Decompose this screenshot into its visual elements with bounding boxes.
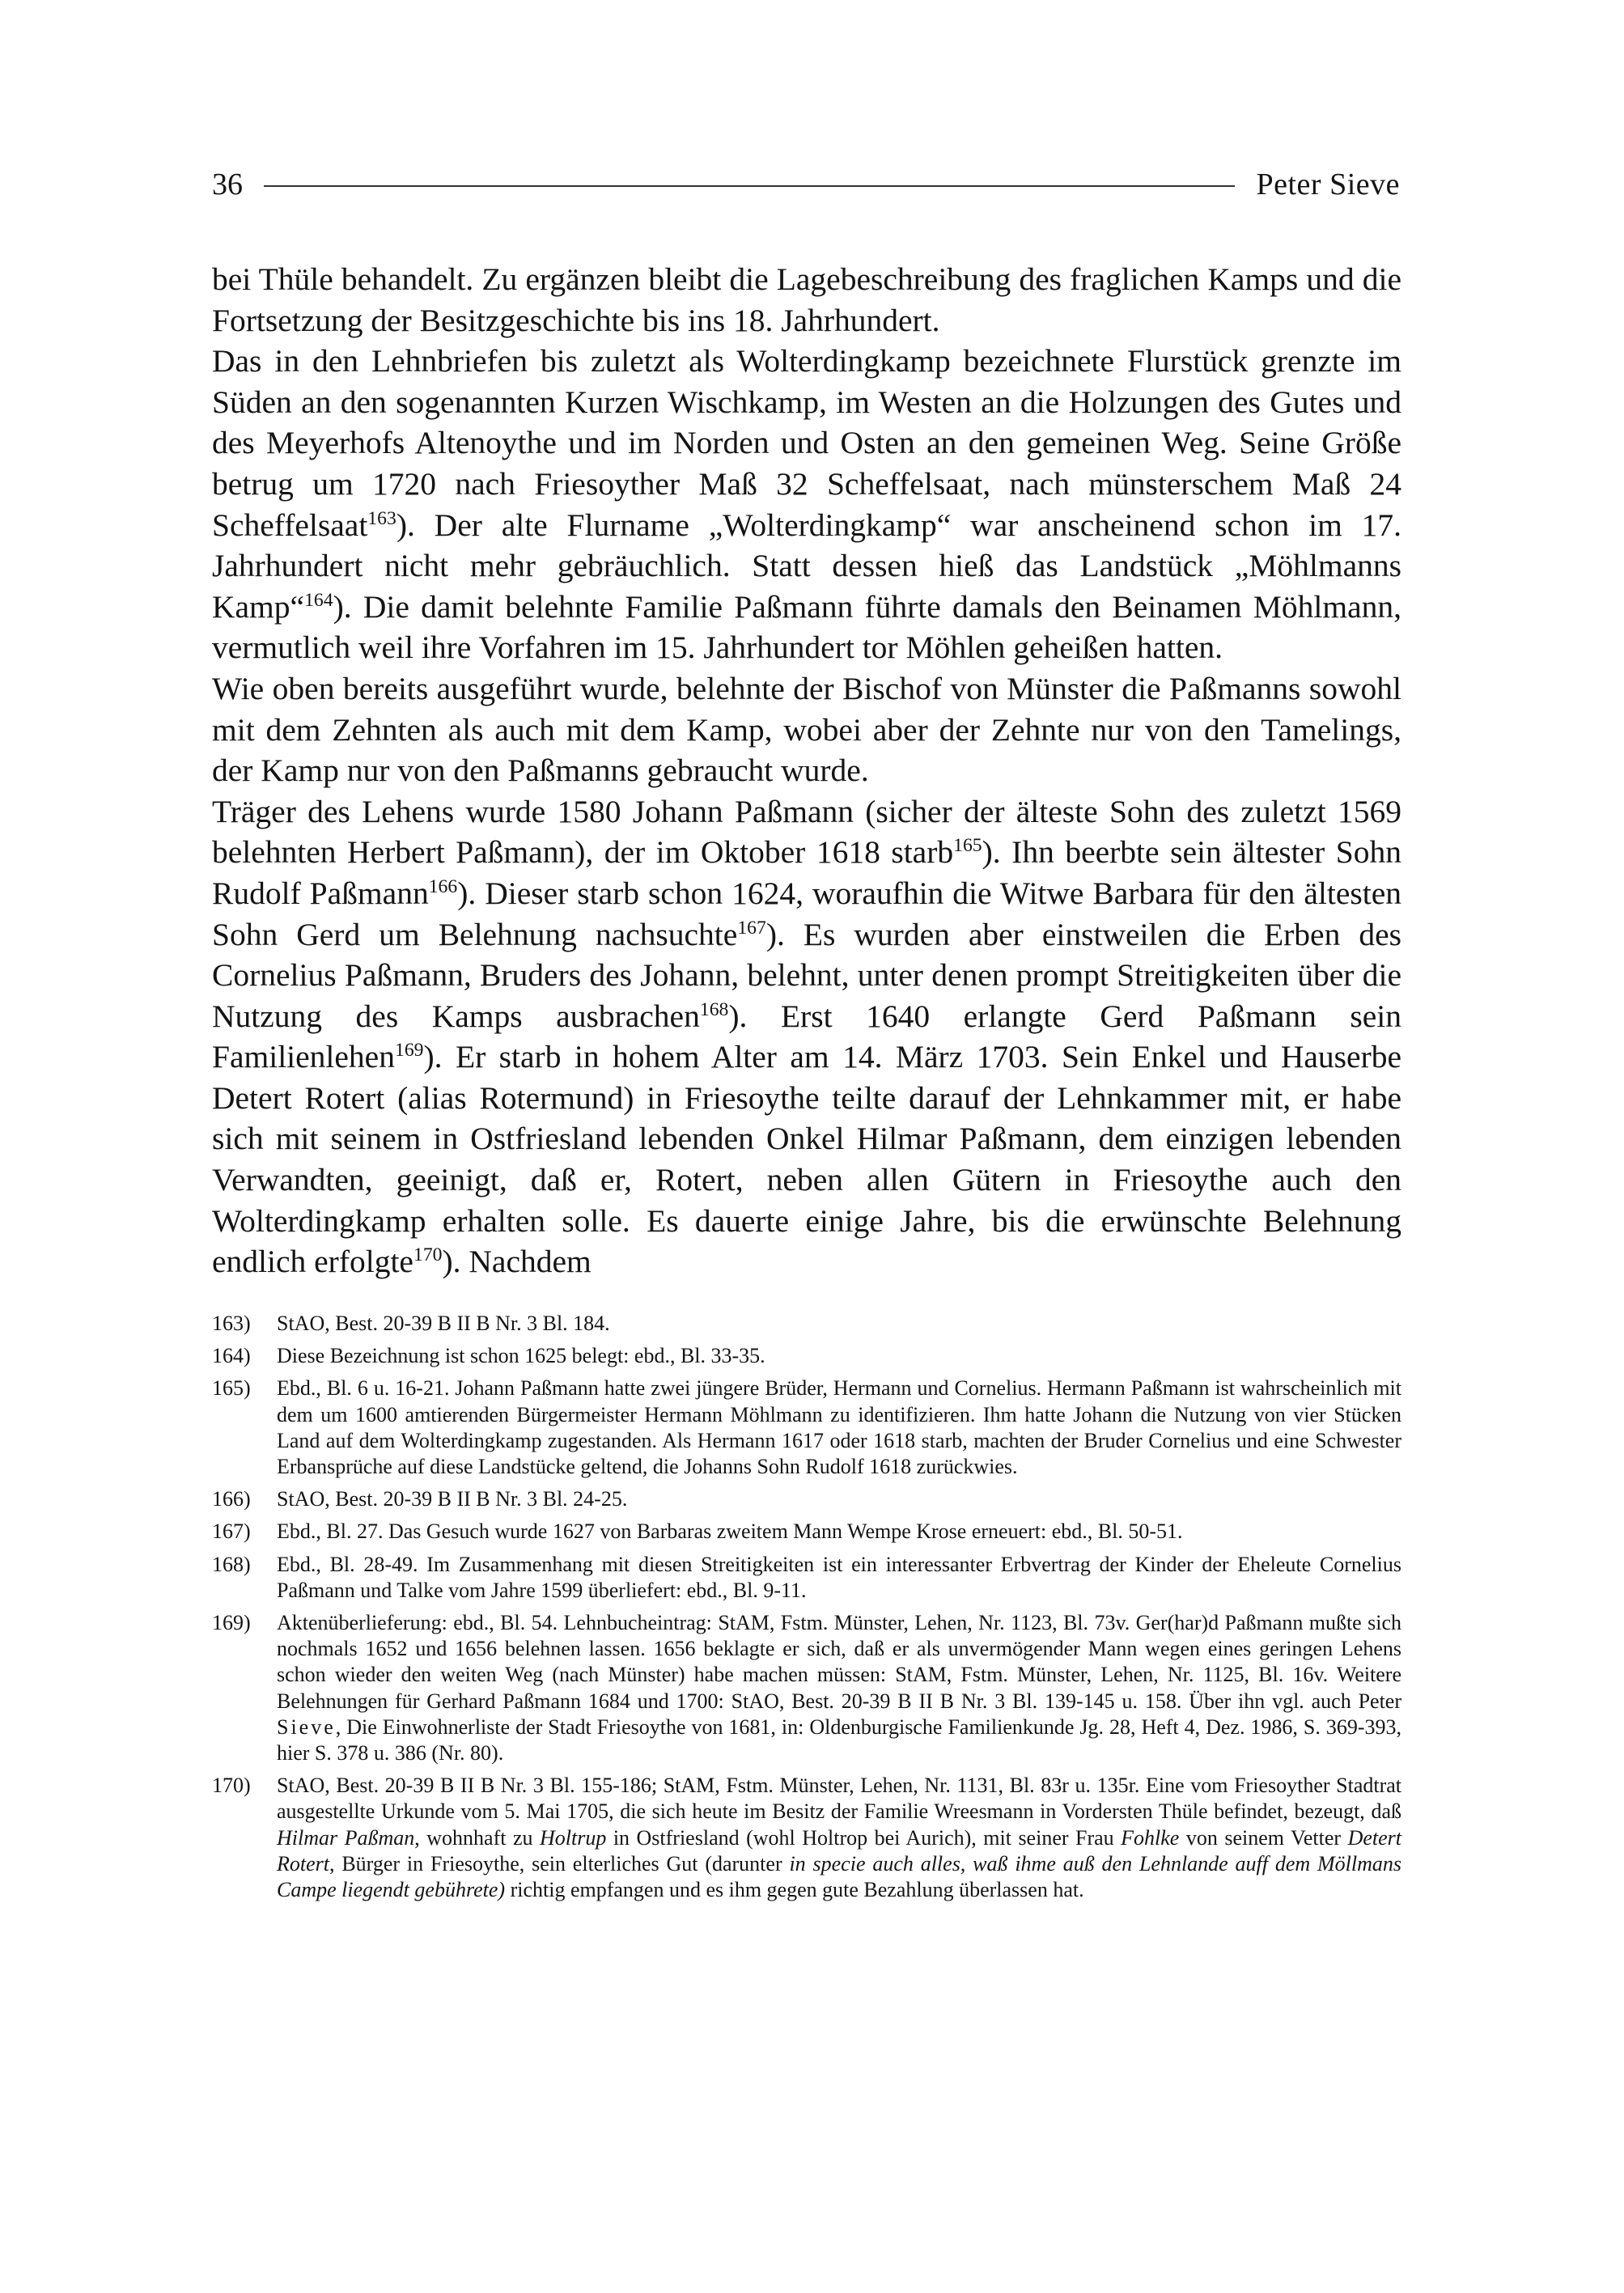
text-run: ). Erst 1640 erlangte Gerd Paßmann sein Familienlehen <box>212 998 1402 1075</box>
footnote <box>212 1773 1401 1903</box>
footnote <box>212 1343 1401 1369</box>
author-name-spaced: Sieve <box>277 1714 336 1739</box>
page-number: 36 <box>212 167 243 201</box>
footnote <box>212 1375 1401 1480</box>
header-rule <box>264 185 1235 187</box>
running-header <box>212 160 1400 209</box>
footnote-number: 163) <box>212 1312 251 1335</box>
footnote-text: Ebd., Bl. 6 u. 16-21. Johann Paßmann hatte zwei jüngere Brüder, Hermann und Cornelius. Hermann Paßmann ist wahrscheinlich mit dem um 1600 amtierenden Bürgermeister Hermann Möhlmann zu identifizieren. Ihm hatte Johann die Nutzung von vier Stücken Land auf dem Wolterdingkamp zugestanden. Als Hermann 1617 oder 1618 starb, machten der Bruder Cornelius und eine Schwester Erbansprüche auf diese Landstücke geltend, die Johanns Sohn Rudolf 1618 zurückwies. <box>277 1376 1401 1479</box>
footnote-ref: 167 <box>737 917 766 939</box>
footnote-ref: 163 <box>367 507 396 529</box>
footnote-ref: 165 <box>953 835 982 857</box>
footnote-text: Ebd., Bl. 28-49. Im Zusammenhang mit diesen Streitigkeiten ist ein interessanter Erbvertrag der Kinder der Eheleute Cornelius Paßmann und Talke vom Jahre 1599 überliefert: ebd., Bl. 9-11. <box>277 1552 1401 1602</box>
paragraph <box>212 791 1401 1282</box>
footnotes <box>212 1311 1401 1909</box>
footnote-text: Diese Bezeichnung ist schon 1625 belegt: ebd., Bl. 33-35. <box>277 1344 765 1368</box>
footnote-number: 169) <box>212 1611 251 1635</box>
text-run: ). Der alte Flurname „Wolterdingkamp“ war anscheinend schon im 17. Jahrhundert nicht mehr gebräuchlich. Statt dessen hieß das Landstück „Möhlmanns Kamp“ <box>212 506 1401 625</box>
text-run: ). Die damit belehnte Familie Paßmann führte damals den Beinamen Möhlmann, vermutlich weil ihre Vorfahren im 15. Jahrhundert tor Möhlen geheißen hatten. <box>212 588 1401 666</box>
italic-place: Holtrup <box>539 1825 607 1850</box>
footnote-text: StAO, Best. 20-39 B II B Nr. 3 Bl. 24-25. <box>277 1487 628 1511</box>
italic-quote: in specie auch alles, waß ihme auß den Lehnlande auff dem Möllmans Campe liegendt gebührete) <box>277 1851 1401 1902</box>
footnote <box>212 1486 1401 1512</box>
text-run: ). Er starb in hohem Alter am 14. März 1703. Sein Enkel und Hauserbe Detert Rotert (alias Rotermund) in Friesoythe teilte darauf der Lehnkammer mit, er habe sich mit seinem in Ostfriesland lebenden Onkel Hilmar Paßmann, dem einzigen lebenden Verwandten, geeinigt, daß er, Rotert, neben allen Gütern in Friesoythe auch den Wolterdingkamp erhalten solle. Es dauerte einige Jahre, bis die erwünschte Belehnung endlich erfolgte <box>212 1039 1401 1280</box>
paragraph <box>212 259 1401 341</box>
italic-name: Hilmar Paßman <box>277 1825 415 1850</box>
paragraph <box>212 341 1401 668</box>
footnote <box>212 1552 1401 1604</box>
text-run: ). Ihn beerbte sein ältester Sohn Rudolf Paßmann <box>212 834 1401 911</box>
footnote-ref: 170 <box>413 1244 443 1266</box>
footnote-ref: 164 <box>304 589 333 611</box>
footnote <box>212 1519 1401 1545</box>
text-run: Träger des Lehens wurde 1580 Johann Paßmann (sicher der älteste Sohn des zuletzt 1569 belehnten Herbert Paßmann), der im Oktober 1618 starb <box>212 793 1401 871</box>
text-run: ). Nachdem <box>442 1244 592 1280</box>
footnote <box>212 1610 1401 1766</box>
footnote-text: Aktenüberlieferung: ebd., Bl. 54. Lehnbucheintrag: StAM, Fstm. Münster, Lehen, Nr. 1123, Bl. 73v. Ger(har)d Paßmann mußte sich nochmals 1652 und 1656 belehnen lassen. 1656 beklagte er sich, daß er als unvermögender Mann wegen eines geringen Lehens schon wieder den weiten Weg (nach Münster) habe machen müssen: StAM, Fstm. Münster, Lehen, Nr. 1125, Bl. 16v. Weitere Belehnungen für Gerhard Paßmann 1684 und 1700: StAO, Best. 20-39 B II B Nr. 3 Bl. 139-145 u. 158. Über ihn vgl. auch Peter Sieve, Die Einwohnerliste der Stadt Friesoythe von 1681, in: Oldenburgische Familienkunde Jg. 28, Heft 4, Dez. 1986, S. 369-393, hier S. 378 u. 386 (Nr. 80). <box>277 1611 1401 1765</box>
footnote-ref: 169 <box>394 1040 424 1062</box>
footnote-number: 167) <box>212 1519 251 1544</box>
footnote-text: StAO, Best. 20-39 B II B Nr. 3 Bl. 155-186; StAM, Fstm. Münster, Lehen, Nr. 1131, Bl. 83r u. 135r. Eine vom Friesoyther Stadtrat ausgestellte Urkunde vom 5. Mai 1705, die sich heute im Besitz der Familie Wreesmann in Vordersten Thüle befindet, bezeugt, daß Hilmar Paßman, wohnhaft zu Holtrup in Ostfriesland (wohl Holtrop bei Aurich), mit seiner Frau Fohlke von seinem Vetter Detert Rotert, Bürger in Friesoythe, sein elterliches Gut (darunter in specie auch alles, waß ihme auß den Lehnlande auff dem Möllmans Campe liegendt gebührete) richtig empfangen und es ihm gegen gute Bezahlung überlassen hat. <box>277 1774 1401 1902</box>
footnote-text: StAO, Best. 20-39 B II B Nr. 3 Bl. 184. <box>277 1312 610 1335</box>
italic-name: Detert Rotert <box>277 1825 1401 1876</box>
footnote-ref: 168 <box>699 998 729 1020</box>
footnote-number: 170) <box>212 1774 251 1798</box>
footnote-number: 168) <box>212 1552 251 1576</box>
text-run: ). Es wurden aber einstweilen die Erben des Cornelius Paßmann, Bruders des Johann, belehnt, unter denen prompt Streitigkeiten über die Nutzung des Kamps ausbrachen <box>212 916 1401 1034</box>
footnote-number: 164) <box>212 1344 251 1368</box>
text-run: bei Thüle behandelt. Zu ergänzen bleibt die Lagebeschreibung des fraglichen Kamps und die Fortsetzung der Besitzgeschichte bis ins 18. Jahrhundert. <box>212 261 1401 338</box>
paragraph <box>212 668 1401 791</box>
footnote-number: 166) <box>212 1487 251 1511</box>
footnote-ref: 166 <box>428 875 458 897</box>
footnote-number: 165) <box>212 1376 251 1401</box>
text-run: ). Dieser starb schon 1624, woraufhin die Witwe Barbara für den ältesten Sohn Gerd um Belehnung nachsuchte <box>212 875 1402 952</box>
footnote-text: Ebd., Bl. 27. Das Gesuch wurde 1627 von Barbaras zweitem Mann Wempe Krose erneuert: ebd., Bl. 50-51. <box>277 1519 1183 1544</box>
text-run: Das in den Lehnbriefen bis zuletzt als Wolterdingkamp bezeichnete Flurstück grenzte im Süden an den sogenannten Kurzen Wischkamp, im Westen an die Holzungen des Gutes und des Meyerhofs Altenoythe und im Norden und Osten an den gemeinen Weg. Seine Größe betrug um 1720 nach Friesoyther Maß 32 Scheffelsaat, nach münsterschem Maß 24 Scheffelsaat <box>212 343 1401 543</box>
footnote <box>212 1311 1401 1337</box>
main-text <box>212 259 1401 1282</box>
italic-name: Fohlke <box>1121 1825 1180 1850</box>
text-run: Wie oben bereits ausgeführt wurde, belehnte der Bischof von Münster die Paßmanns sowohl mit dem Zehnten als auch mit dem Kamp, wobei aber der Zehnte nur von den Tamelings, der Kamp nur von den Paßmanns gebraucht wurde. <box>212 670 1401 789</box>
running-head-author: Peter Sieve <box>1256 167 1400 201</box>
